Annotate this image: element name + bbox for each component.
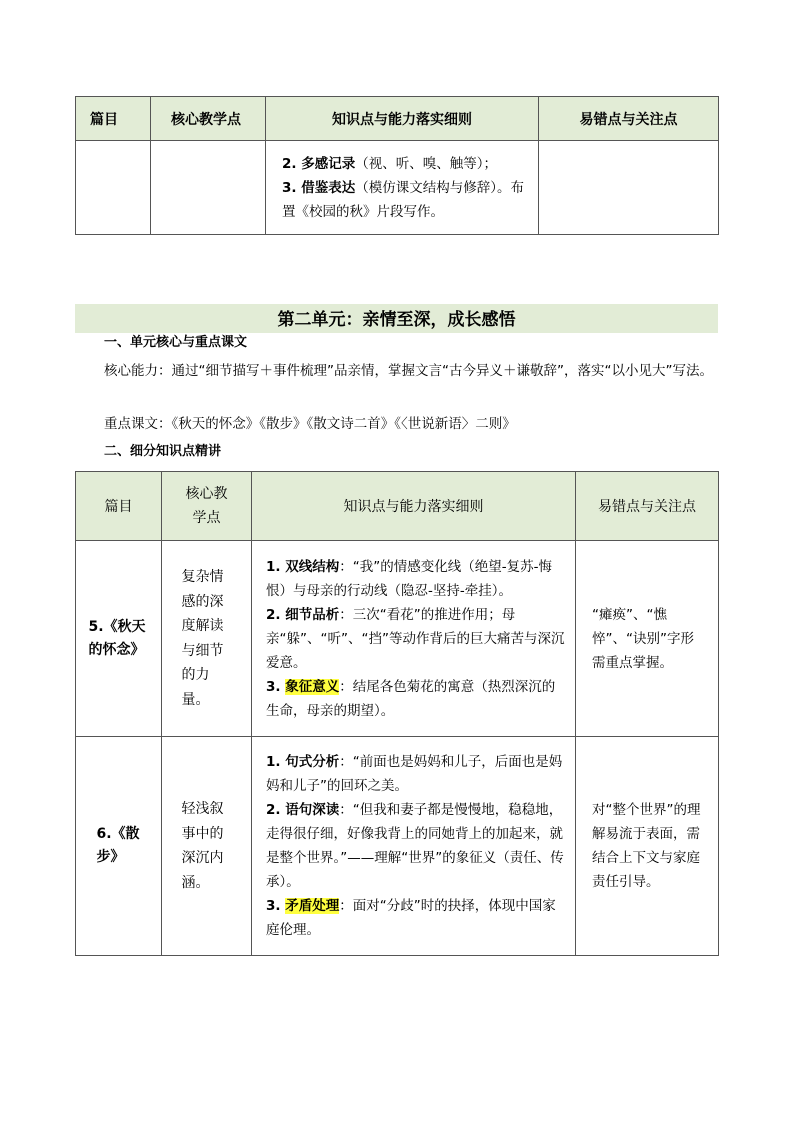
header-core-label: 核心教学点: [185, 486, 228, 526]
point-label: 1. 双线结构: [266, 558, 340, 575]
table-row: [76, 141, 719, 235]
point-text: ：“前面也是妈妈和儿子，后面也是妈妈和儿子”的回环之美。: [266, 754, 563, 794]
point-item: [266, 798, 565, 894]
core-ability-text: 核心能力：通过“细节描写＋事件梳理”品亲情，掌握文言“古今异义＋谦敬辞”，落实“以小见大”写法。: [104, 363, 713, 379]
point-item: [282, 176, 524, 224]
header-title: 篇目: [76, 472, 162, 541]
header-notes: 易错点与关注点: [576, 472, 719, 541]
section-title: 二、细分知识点精讲: [104, 444, 222, 459]
cell-empty: [76, 141, 151, 235]
table-continued: [75, 96, 719, 235]
point-item: [266, 675, 565, 723]
cell-notes: “瘫痪”、“憔悴”、“诀别”字形需重点掌握。: [576, 541, 719, 737]
cell-details: [252, 541, 576, 737]
header-title: 篇目: [76, 97, 151, 141]
point-label: 3. 象征意义: [266, 678, 340, 695]
point-label: 3. 矛盾处理: [266, 898, 340, 914]
cell-core: [162, 737, 252, 956]
header-core: 核心教学点: [151, 97, 266, 141]
header-details: 知识点与能力落实细则: [266, 97, 539, 141]
point-label: 2. 语句深读: [266, 802, 340, 818]
point-item: [266, 555, 565, 603]
table-row: [76, 737, 719, 956]
point-text: ：“但我和妻子都是慢慢地，稳稳地，走得很仔细，好像我背上的同她背上的加起来，就是整个世界。”——理解“世界”的象征义（责任、传承）。: [266, 802, 564, 890]
cell-empty: [539, 141, 719, 235]
core-point: 复杂情感的深度解读与细节的力量。: [181, 569, 224, 708]
knowledge-table: [75, 471, 719, 956]
cell-lesson: [76, 737, 162, 956]
core-point: 轻浅叙事中的深沉内涵。: [181, 801, 224, 891]
section-title: 一、单元核心与重点课文: [104, 335, 248, 350]
point-label: 2. 细节品析: [266, 606, 340, 623]
point-item: [282, 152, 524, 176]
point-text: （视、听、嗅、触等）；: [355, 155, 497, 172]
unit-banner: 第二单元：亲情至深，成长感悟: [75, 304, 718, 333]
point-text: ：三次“看花”的推进作用；母亲“躲”、“听”、“挡”等动作背后的巨大痛苦与深沉爱意。: [266, 606, 565, 671]
point-label: 3. 借鉴表达: [282, 179, 356, 196]
highlighted-term: 矛盾处理: [285, 898, 340, 914]
point-item: [266, 603, 565, 675]
key-texts: 重点课文：《秋天的怀念》《散步》《散文诗二首》《〈世说新语〉二则》: [104, 416, 516, 432]
lesson-title: 5.《秋天的怀念》: [88, 618, 146, 658]
table-header-row: [76, 97, 719, 141]
lesson-title: 6.《散步》: [96, 826, 140, 865]
cell-details: [252, 737, 576, 956]
point-item: [266, 894, 565, 942]
point-text: ：结尾各色菊花的寓意（热烈深沉的生命，母亲的期望）。: [266, 678, 556, 719]
cell-notes: 对“整个世界”的理解易流于表面，需结合上下文与家庭责任引导。: [576, 737, 719, 956]
cell-core: [162, 541, 252, 737]
point-label: 2. 多感记录: [282, 155, 356, 172]
header-notes: 易错点与关注点: [539, 97, 719, 141]
header-details: 知识点与能力落实细则: [252, 472, 576, 541]
cell-empty: [151, 141, 266, 235]
point-item: [266, 750, 565, 798]
table-row: [76, 541, 719, 737]
header-core: [162, 472, 252, 541]
table-header-row: [76, 472, 719, 541]
cell-lesson: [76, 541, 162, 737]
point-text: ：“我”的情感变化线（绝望-复苏-悔恨）与母亲的行动线（隐忍-坚持-牵挂）。: [266, 558, 552, 599]
point-text: （模仿课文结构与修辞）。布置《校园的秋》片段写作。: [282, 179, 524, 220]
point-text: ：面对“分歧”时的抉择，体现中国家庭伦理。: [266, 898, 556, 938]
highlighted-term: 象征意义: [285, 678, 340, 695]
point-label: 1. 句式分析: [266, 754, 340, 770]
cell-details: [266, 141, 539, 235]
